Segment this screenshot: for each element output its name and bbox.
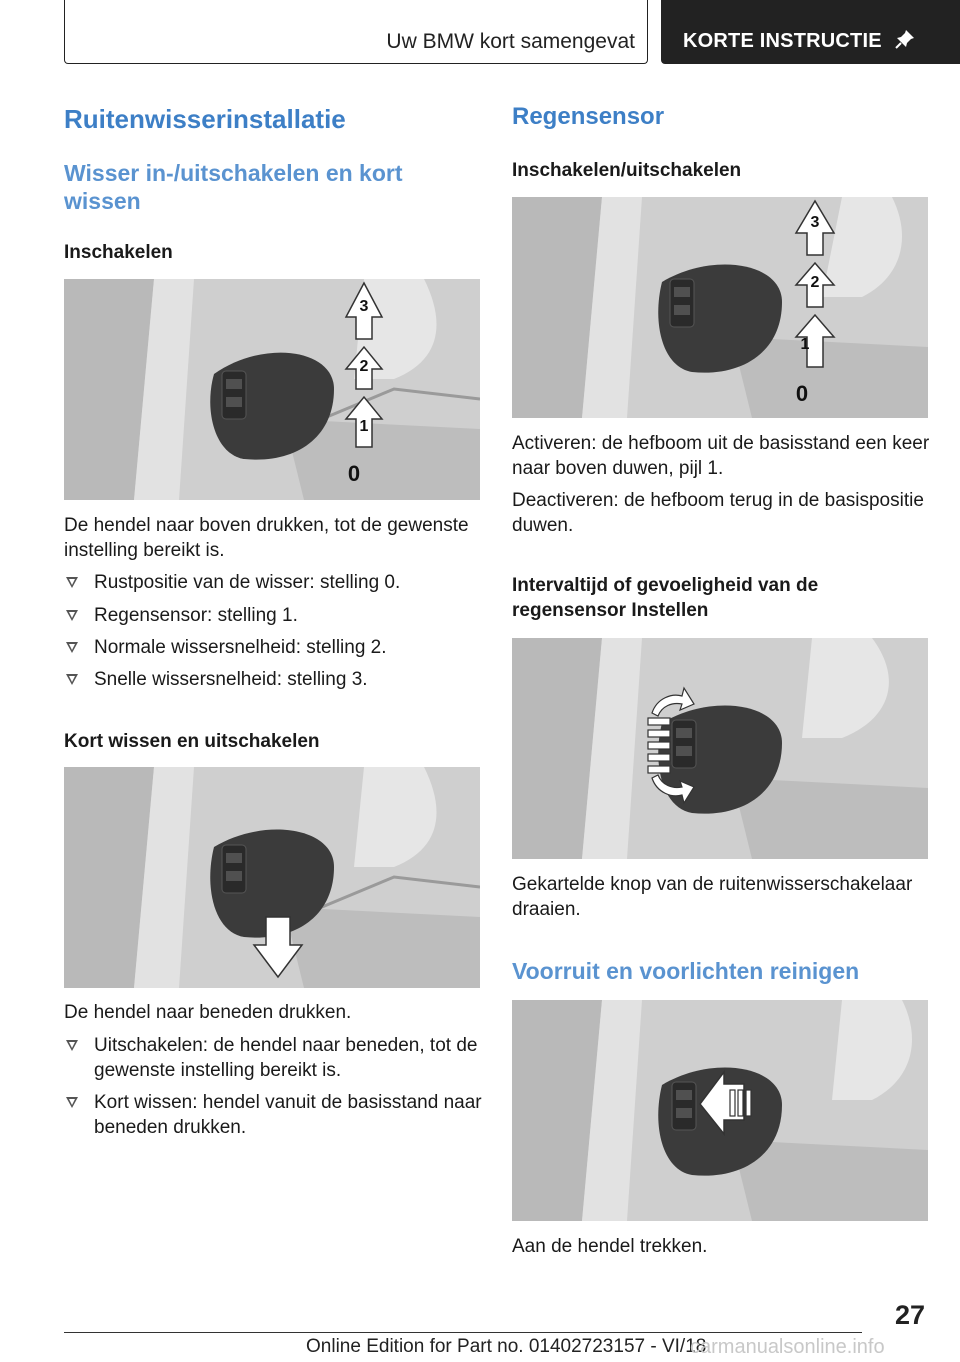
footer-divider (64, 1332, 862, 1333)
list-item: Uitschakelen: de hendel naar beneden, tot de gewenste instelling bereikt is. (64, 1033, 482, 1083)
triangle-bullet-icon (66, 577, 78, 588)
triangle-bullet-icon (66, 610, 78, 621)
list-item: Regensensor: stelling 1. (64, 603, 482, 628)
paragraph-push-up: De hendel naar boven drukken, tot de gewenste instelling bereikt is. (64, 515, 469, 561)
heading-in-uitschakelen: Inschakelen/uitschakelen (512, 160, 742, 181)
fig2-label-1: 1 (800, 336, 810, 353)
heading-kort-wissen: Kort wissen en uitschakelen (64, 731, 320, 752)
header-section-tab (64, 0, 648, 64)
paragraph-pull-lever: Aan de hendel trekken. (512, 1236, 708, 1257)
paragraph-deactivate: Deactiveren: de hefboom terug in de basispositie duwen. (512, 490, 924, 536)
heading-inschakelen: Inschakelen (64, 242, 173, 263)
triangle-bullet-icon (66, 642, 78, 653)
figure-lever-up (64, 279, 480, 500)
paragraph-push-down: De hendel naar beneden drukken. (64, 1002, 352, 1023)
triangle-bullet-icon (66, 1097, 78, 1108)
fig1-label-0: 0 (347, 461, 361, 486)
header-chapter-title: KORTE INSTRUCTIE (683, 30, 882, 52)
triangle-bullet-icon (66, 674, 78, 685)
fig2-label-0: 0 (795, 381, 809, 406)
fig2-label-3: 3 (810, 214, 820, 231)
footer-edition: Online Edition for Part no. 01402723157 - VI/18 (306, 1336, 707, 1357)
list-item: Normale wissersnelheid: stelling 2. (64, 635, 482, 660)
list-item: Snelle wissersnelheid: stelling 3. (64, 667, 482, 692)
list-item: Rustpositie van de wisser: stelling 0. (64, 570, 482, 595)
fig1-label-3: 3 (359, 298, 369, 315)
list-item: Kort wissen: hendel vanuit de basisstand naar beneden drukken. (64, 1090, 482, 1140)
fig1-label-1: 1 (359, 418, 369, 435)
watermark: carmanualsonline.info (690, 1336, 885, 1358)
page-number: 27 (895, 1300, 926, 1330)
heading-interval: Intervaltijd of gevoeligheid van de regensensor Instellen (512, 575, 819, 621)
paragraph-turn-knob: Gekartelde knop van de ruitenwisserschakelaar draaien. (512, 874, 913, 920)
paragraph-activate: Activeren: de hefboom uit de basisstand een keer naar boven duwen, pijl 1. (512, 433, 930, 479)
section-title-washer: Voorruit en voorlichten reinigen (512, 958, 860, 984)
subsection-title-wiper-toggle: Wisser in-/uitschakelen en kort wissen (64, 160, 403, 214)
header-chapter-tab (661, 0, 960, 64)
header-section-title: Uw BMW kort samengevat (386, 30, 635, 53)
figure-knurled-knob (512, 638, 928, 859)
figure-lever-pull (512, 1000, 928, 1221)
triangle-bullet-icon (66, 1040, 78, 1051)
pin-icon (894, 28, 916, 50)
fig1-label-2: 2 (359, 358, 369, 375)
figure-lever-down (64, 767, 480, 988)
figure-rain-sensor-lever (512, 197, 928, 418)
fig2-label-2: 2 (810, 274, 820, 291)
section-title-wipers: Ruitenwisserinstallatie (64, 104, 346, 134)
section-title-regensensor: Regensensor (512, 103, 665, 130)
